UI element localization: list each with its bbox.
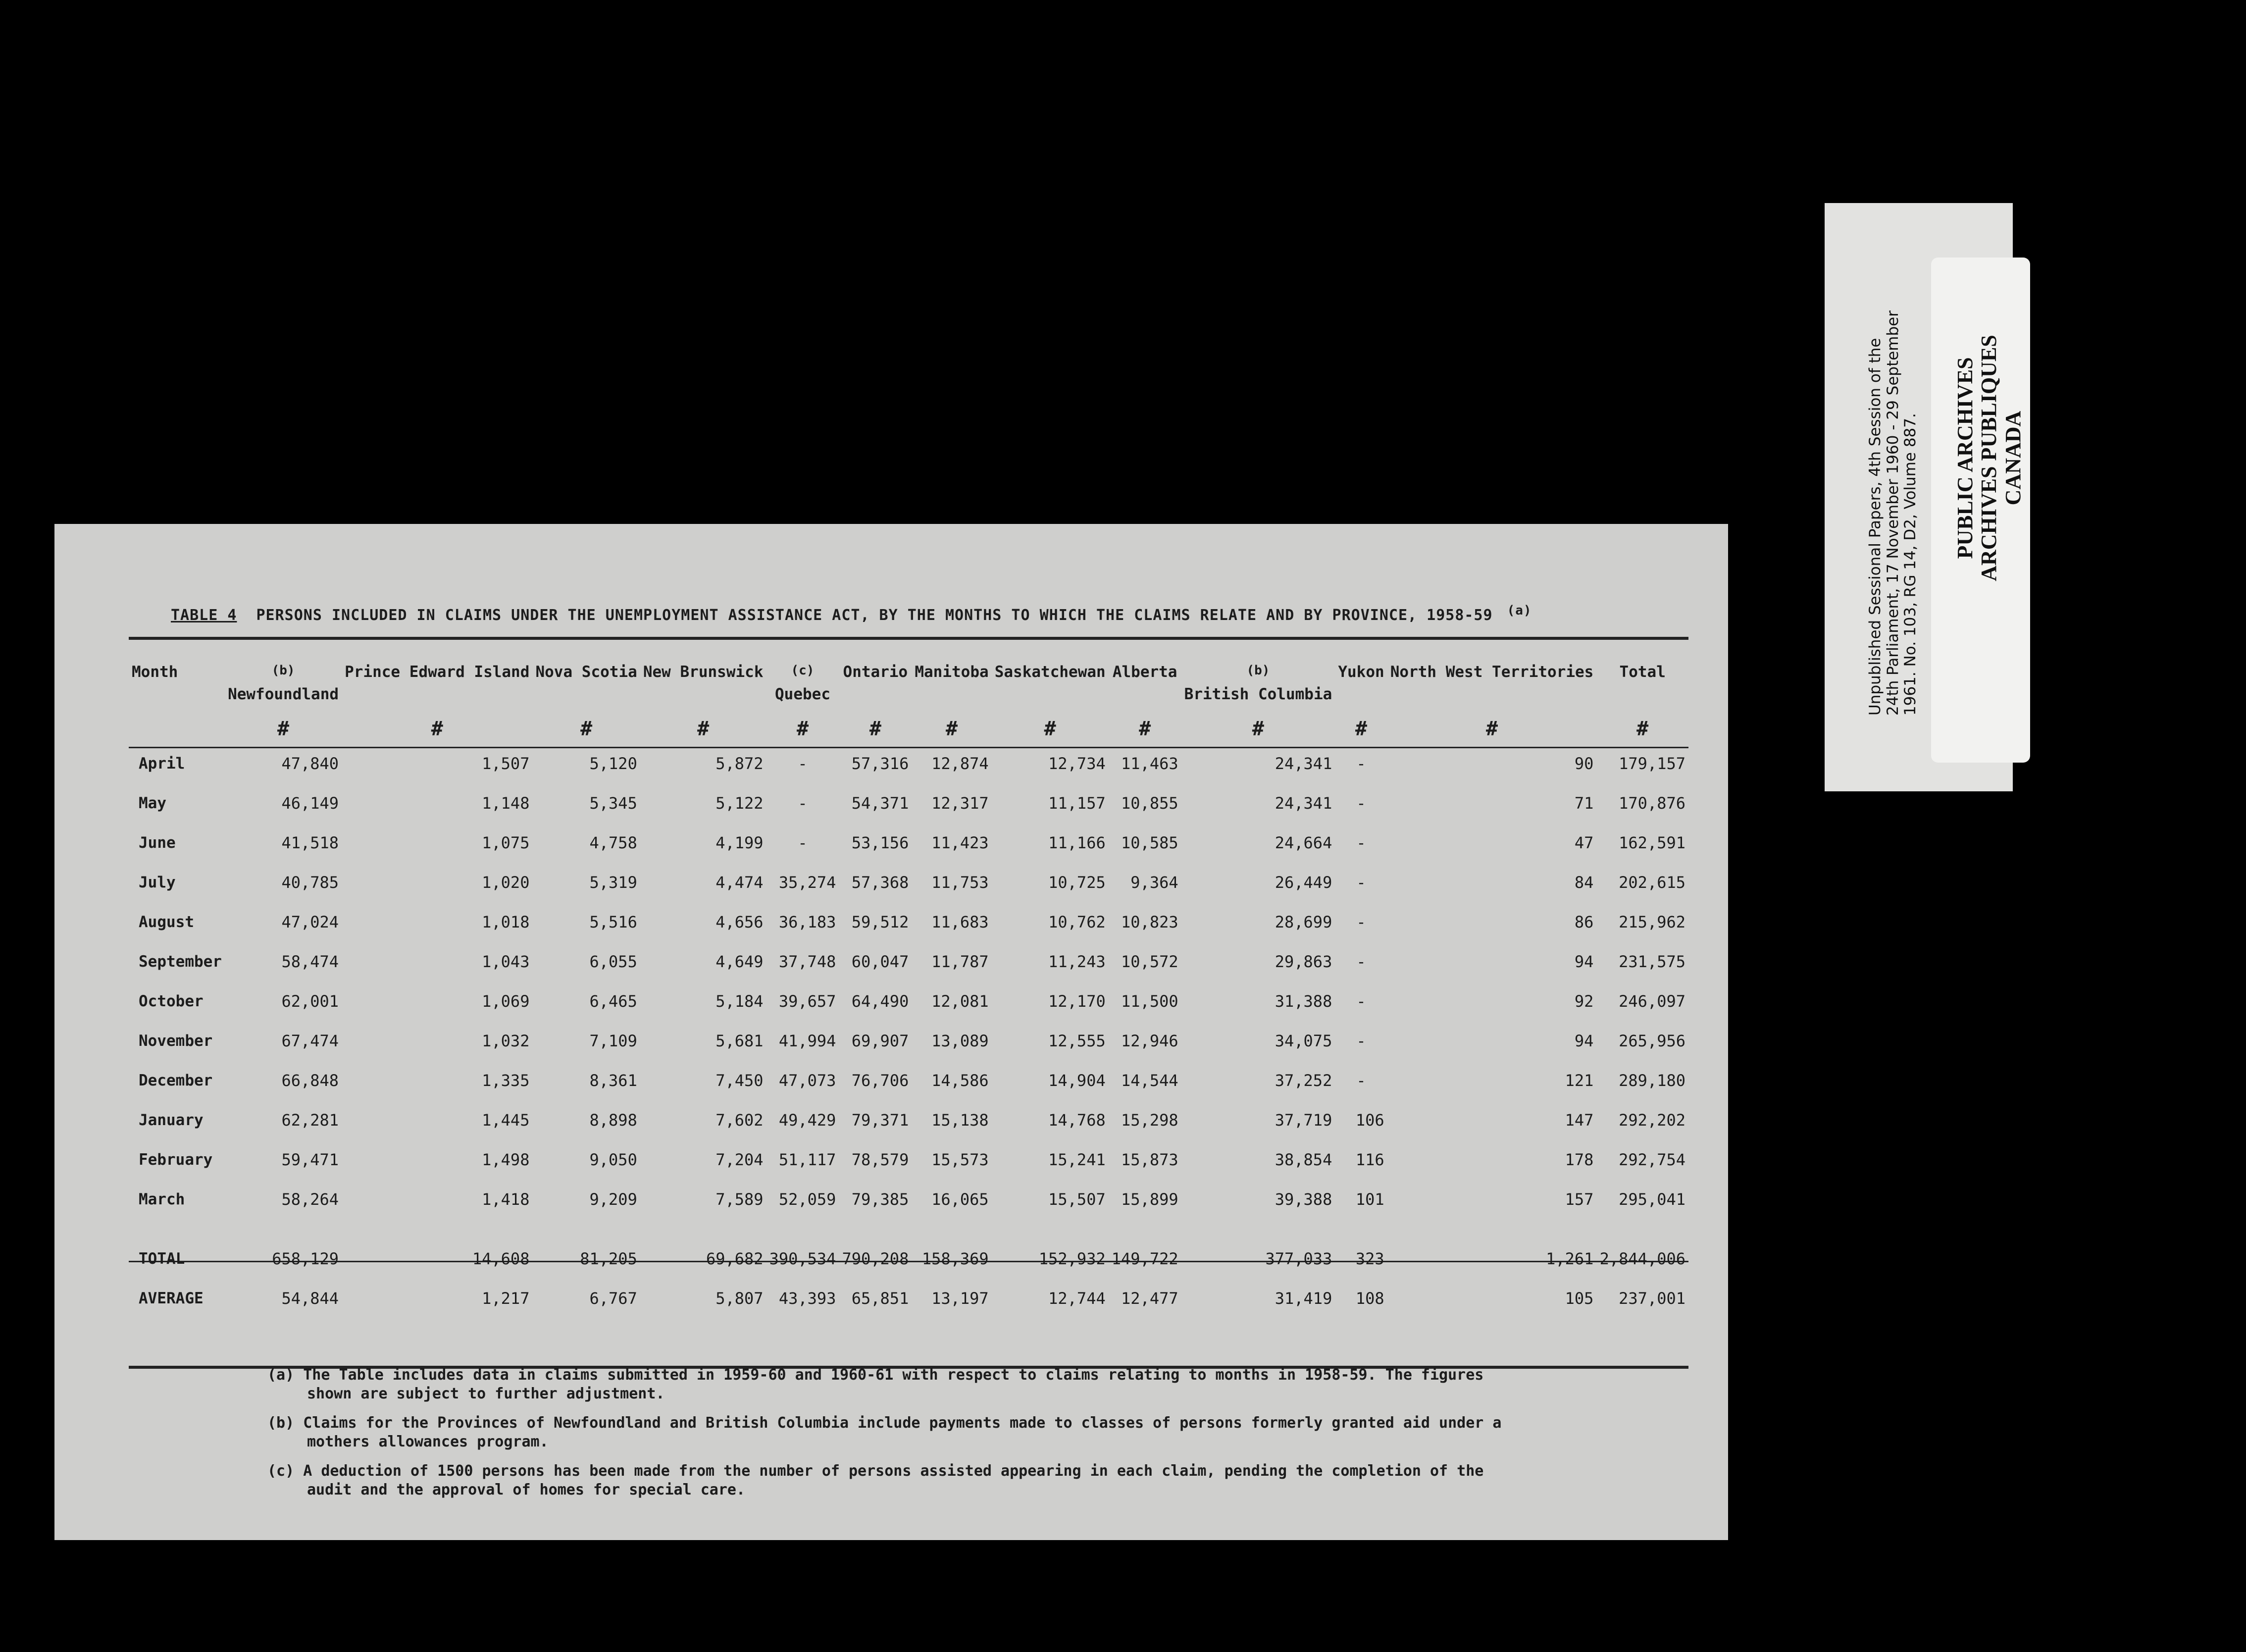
cell-value: 5,120 [589,754,637,773]
cell-value: 152,932 [1038,1249,1106,1268]
cell-value: 7,602 [715,1110,764,1130]
cell-value: 15,241 [1048,1150,1106,1169]
cell-value: 5,345 [589,793,637,813]
cell-value: 215,962 [1619,912,1685,931]
cell-value: 39,388 [1275,1189,1332,1209]
cell-value: - [798,833,808,852]
citation-line: Unpublished Sessional Papers, 4th Session of the [1866,338,1884,716]
cell-value: 162,591 [1619,833,1685,852]
cell-value: 94 [1574,952,1594,971]
cell-value: 71 [1574,793,1594,813]
cell-value: 12,946 [1121,1031,1178,1050]
cell-value: 81,205 [580,1249,637,1268]
table-row [129,1239,1688,1279]
header-top-rule [129,637,1688,640]
footnote: (a) The Table includes data in claims submitted in 1959-60 and 1960-61 with respect to claims relating to months in 1958-59. The figures shown are subject to further adjustment. [267,1366,1484,1402]
cell-value: 24,341 [1275,793,1332,813]
row-label: August [139,913,194,931]
table-row [129,1061,1688,1100]
cell-value: 149,722 [1111,1249,1178,1268]
cell-value: 170,876 [1619,793,1685,813]
cell-value: 47,024 [281,912,339,931]
cell-value: 31,419 [1275,1289,1332,1308]
table-title-note-ref: (a) [1507,603,1532,618]
cell-value: 101 [1355,1189,1384,1209]
cell-value: 5,807 [715,1289,764,1308]
cell-value: 12,317 [931,793,989,813]
cell-value: 6,055 [589,952,637,971]
cell-value: 62,001 [281,991,339,1011]
cell-value: 5,122 [715,793,764,813]
cell-value: 10,725 [1048,873,1106,892]
cell-value: 5,319 [589,873,637,892]
cell-value: 1,418 [482,1189,530,1209]
cell-value: 4,656 [715,912,764,931]
column-header: Yukon [1338,663,1384,681]
cell-value: 59,471 [281,1150,339,1169]
cell-value: 11,423 [931,833,989,852]
cell-value: 54,371 [851,793,909,813]
cell-value: 2,844,006 [1599,1249,1685,1268]
cell-value: 14,904 [1048,1071,1106,1090]
cell-value: 11,166 [1048,833,1106,852]
table-title-text: PERSONS INCLUDED IN CLAIMS UNDER THE UNEMPLOYMENT ASSISTANCE ACT, BY THE MONTHS TO WHICH THE CLAIMS RELATE AND BY PROVINCE, 1958-59 [256,607,1493,624]
cell-value: 54,844 [281,1289,339,1308]
row-label: March [139,1190,185,1208]
cell-value: 49,429 [778,1110,836,1130]
cell-value: 289,180 [1619,1071,1685,1090]
unit-symbol: # [431,717,443,740]
table-row [129,981,1688,1021]
cell-value: 69,907 [851,1031,909,1050]
cell-value: 84 [1574,873,1594,892]
stamp-line: CANADA [2000,411,2025,506]
cell-value: 121 [1565,1071,1594,1090]
cell-value: 94 [1574,1031,1594,1050]
cell-value: 12,477 [1121,1289,1178,1308]
cell-value: - [1356,833,1366,852]
cell-value: 29,863 [1275,952,1332,971]
cell-value: 58,264 [281,1189,339,1209]
cell-value: 15,138 [931,1110,989,1130]
stamp-line: ARCHIVES PUBLIQUES [1977,335,2001,581]
cell-value: 40,785 [281,873,339,892]
cell-value: 1,261 [1546,1249,1594,1268]
cell-value: 237,001 [1619,1289,1685,1308]
cell-value: 60,047 [851,952,909,971]
cell-value: 15,298 [1121,1110,1178,1130]
unit-symbol [129,714,225,744]
column-header: $^{(c)}$ Quebec [775,663,830,704]
cell-value: 147 [1565,1110,1594,1130]
unit-row [129,714,1688,744]
row-label: April [139,754,185,773]
cell-value: 1,217 [482,1289,530,1308]
column-header: North West Territories [1390,663,1594,681]
spacer-row [129,1219,1688,1239]
cell-value: 1,335 [482,1071,530,1090]
cell-value: 24,664 [1275,833,1332,852]
cell-value: 52,059 [778,1189,836,1209]
cell-value: 12,555 [1048,1031,1106,1050]
cell-value: 13,197 [931,1289,989,1308]
unit-symbol: # [1252,717,1265,740]
cell-value: 15,573 [931,1150,989,1169]
cell-value: 108 [1355,1289,1384,1308]
cell-value: 7,450 [715,1071,764,1090]
cell-value: 39,657 [778,991,836,1011]
unit-symbol: # [1636,717,1649,740]
row-label: December [139,1071,213,1089]
cell-value: 6,767 [589,1289,637,1308]
column-header-row [129,648,1688,714]
cell-value: - [1356,991,1366,1011]
cell-value: 64,490 [851,991,909,1011]
column-header: Alberta [1112,663,1177,681]
cell-value: 6,465 [589,991,637,1011]
cell-value: 69,682 [706,1249,764,1268]
cell-value: 9,364 [1130,873,1178,892]
cell-value: 79,385 [851,1189,909,1209]
cell-value: 51,117 [778,1150,836,1169]
cell-value: 9,209 [589,1189,637,1209]
column-header: Saskatchewan [994,663,1106,681]
cell-value: 13,089 [931,1031,989,1050]
column-header: Manitoba [915,663,989,681]
cell-value: 5,184 [715,991,764,1011]
cell-value: 28,699 [1275,912,1332,931]
cell-value: 34,075 [1275,1031,1332,1050]
cell-value: 59,512 [851,912,909,931]
footnotes [267,1366,1505,1510]
archive-citation [1867,260,1920,716]
cell-value: 47 [1574,833,1594,852]
row-label: TOTAL [139,1249,185,1268]
cell-value: 15,899 [1121,1189,1178,1209]
cell-value: 4,199 [715,833,764,852]
cell-value: 377,033 [1265,1249,1332,1268]
table-row [129,863,1688,902]
cell-value: 11,683 [931,912,989,931]
cell-value: 1,069 [482,991,530,1011]
cell-value: 53,156 [851,833,909,852]
cell-value: 4,758 [589,833,637,852]
row-label: June [139,833,176,852]
cell-value: 57,368 [851,873,909,892]
cell-value: 231,575 [1619,952,1685,971]
cell-value: 43,393 [778,1289,836,1308]
row-label: July [139,873,176,891]
cell-value: 11,787 [931,952,989,971]
unit-symbol: # [869,717,881,740]
cell-value: 5,516 [589,912,637,931]
cell-value: - [1356,1071,1366,1090]
cell-value: 116 [1355,1150,1384,1169]
cell-value: 7,204 [715,1150,764,1169]
table-row [129,823,1688,863]
cell-value: - [1356,912,1366,931]
cell-value: 65,851 [851,1289,909,1308]
cell-value: 10,762 [1048,912,1106,931]
cell-value: 1,018 [482,912,530,931]
cell-value: 323 [1355,1249,1384,1268]
cell-value: 5,872 [715,754,764,773]
cell-value: 41,518 [281,833,339,852]
unit-symbol: # [697,717,710,740]
unit-symbol: # [1044,717,1056,740]
cell-value: 14,586 [931,1071,989,1090]
citation-line: 24th Parliament, 17 November 1960 - 29 September [1884,310,1902,716]
cell-value: 1,032 [482,1031,530,1050]
cell-value: 66,848 [281,1071,339,1090]
cell-value: 86 [1574,912,1594,931]
document-sheet [54,524,1728,1540]
column-header: Ontario [843,663,908,681]
cell-value: 37,719 [1275,1110,1332,1130]
cell-value: 12,744 [1048,1289,1106,1308]
cell-value: 658,129 [272,1249,339,1268]
cell-value: 292,754 [1619,1150,1685,1169]
unit-symbol: # [1355,717,1368,740]
cell-value: - [798,793,808,813]
unit-symbol: # [1486,717,1498,740]
cell-value: 90 [1574,754,1594,773]
cell-value: 9,050 [589,1150,637,1169]
cell-value: 14,768 [1048,1110,1106,1130]
data-table [129,648,1688,1318]
cell-value: 202,615 [1619,873,1685,892]
table-row [129,902,1688,942]
cell-value: 1,020 [482,873,530,892]
table-row [129,942,1688,981]
cell-value: 11,157 [1048,793,1106,813]
cell-value: 79,371 [851,1110,909,1130]
column-header: $^{(b)}$ Newfoundland [228,663,339,704]
cell-value: 47,073 [778,1071,836,1090]
cell-value: 5,681 [715,1031,764,1050]
row-label: October [139,992,204,1010]
cell-value: 1,445 [482,1110,530,1130]
cell-value: 37,252 [1275,1071,1332,1090]
cell-value: 4,474 [715,873,764,892]
cell-value: - [798,754,808,773]
cell-value: 12,170 [1048,991,1106,1011]
cell-value: 390,534 [769,1249,836,1268]
cell-value: 10,585 [1121,833,1178,852]
cell-value: 295,041 [1619,1189,1685,1209]
column-header: Total [1619,663,1666,681]
cell-value: 4,649 [715,952,764,971]
cell-value: 11,500 [1121,991,1178,1011]
cell-value: 1,498 [482,1150,530,1169]
cell-value: 1,043 [482,952,530,971]
unit-symbol: # [1139,717,1151,740]
cell-value: 106 [1355,1110,1384,1130]
cell-value: 105 [1565,1289,1594,1308]
unit-symbol: # [277,717,290,740]
cell-value: 35,274 [778,873,836,892]
cell-value: 11,463 [1121,754,1178,773]
cell-value: - [1356,952,1366,971]
stamp-line: PUBLIC ARCHIVES [1953,357,1977,559]
cell-value: 16,065 [931,1189,989,1209]
cell-value: 15,507 [1048,1189,1106,1209]
cell-value: 1,075 [482,833,530,852]
cell-value: 11,753 [931,873,989,892]
cell-value: 10,572 [1121,952,1178,971]
cell-value: - [1356,1031,1366,1050]
cell-value: 92 [1574,991,1594,1011]
cell-value: 36,183 [778,912,836,931]
cell-value: 15,873 [1121,1150,1178,1169]
column-header: Prince Edward Island [345,663,530,681]
cell-value: 1,148 [482,793,530,813]
table-title [171,603,1532,624]
cell-value: 24,341 [1275,754,1332,773]
row-label: November [139,1032,213,1050]
cell-value: 12,081 [931,991,989,1011]
archive-stamp-text [1953,260,2025,656]
unit-symbol: # [580,717,593,740]
cell-value: 12,734 [1048,754,1106,773]
cell-value: 7,589 [715,1189,764,1209]
cell-value: 8,898 [589,1110,637,1130]
cell-value: 10,823 [1121,912,1178,931]
column-header: New Brunswick [643,663,764,681]
footnote: (b) Claims for the Provinces of Newfoundland and British Columbia include payments made to classes of persons formerly granted aid under a mothers allowances program. [267,1414,1502,1450]
row-label: September [139,952,222,971]
cell-value: 47,840 [281,754,339,773]
table-row [129,1100,1688,1140]
cell-value: 46,149 [281,793,339,813]
table-row [129,744,1688,783]
row-label: February [139,1150,213,1169]
cell-value: 78,579 [851,1150,909,1169]
column-header: $^{(b)}$ British Columbia [1184,663,1332,704]
cell-value: 41,994 [778,1031,836,1050]
cell-value: 67,474 [281,1031,339,1050]
column-header: Month [132,663,178,681]
cell-value: 57,316 [851,754,909,773]
citation-line: 1961. No. 103, RG 14, D2, Volume 887. [1901,413,1920,716]
row-label: January [139,1111,204,1129]
table-number: TABLE 4 [171,607,237,624]
cell-value: 37,748 [778,952,836,971]
row-label: May [139,794,166,812]
cell-value: 12,874 [931,754,989,773]
table-row [129,1180,1688,1219]
column-header: Nova Scotia [535,663,637,681]
cell-value: 62,281 [281,1110,339,1130]
row-label: AVERAGE [139,1289,204,1307]
cell-value: 76,706 [851,1071,909,1090]
cell-value: - [1356,873,1366,892]
cell-value: 26,449 [1275,873,1332,892]
footnote: (c) A deduction of 1500 persons has been made from the number of persons assisted appearing in each claim, pending the completion of the audit and the approval of homes for special care. [267,1462,1484,1498]
cell-value: - [1356,793,1366,813]
table-row [129,1279,1688,1318]
cell-value: 179,157 [1619,754,1685,773]
cell-value: 790,208 [842,1249,909,1268]
spacer-cell [129,1219,1688,1239]
table-row [129,1140,1688,1180]
cell-value: 14,544 [1121,1071,1178,1090]
cell-value: 31,388 [1275,991,1332,1011]
cell-value: 292,202 [1619,1110,1685,1130]
cell-value: 246,097 [1619,991,1685,1011]
cell-value: 10,855 [1121,793,1178,813]
table-row [129,783,1688,823]
cell-value: 8,361 [589,1071,637,1090]
cell-value: 178 [1565,1150,1594,1169]
cell-value: 7,109 [589,1031,637,1050]
cell-value: 58,474 [281,952,339,971]
cell-value: 38,854 [1275,1150,1332,1169]
cell-value: 1,507 [482,754,530,773]
unit-symbol: # [945,717,958,740]
cell-value: 11,243 [1048,952,1106,971]
cell-value: - [1356,754,1366,773]
cell-value: 158,369 [921,1249,989,1268]
table-row [129,1021,1688,1061]
cell-value: 265,956 [1619,1031,1685,1050]
cell-value: 157 [1565,1189,1594,1209]
unit-symbol: # [796,717,809,740]
cell-value: 14,608 [472,1249,530,1268]
